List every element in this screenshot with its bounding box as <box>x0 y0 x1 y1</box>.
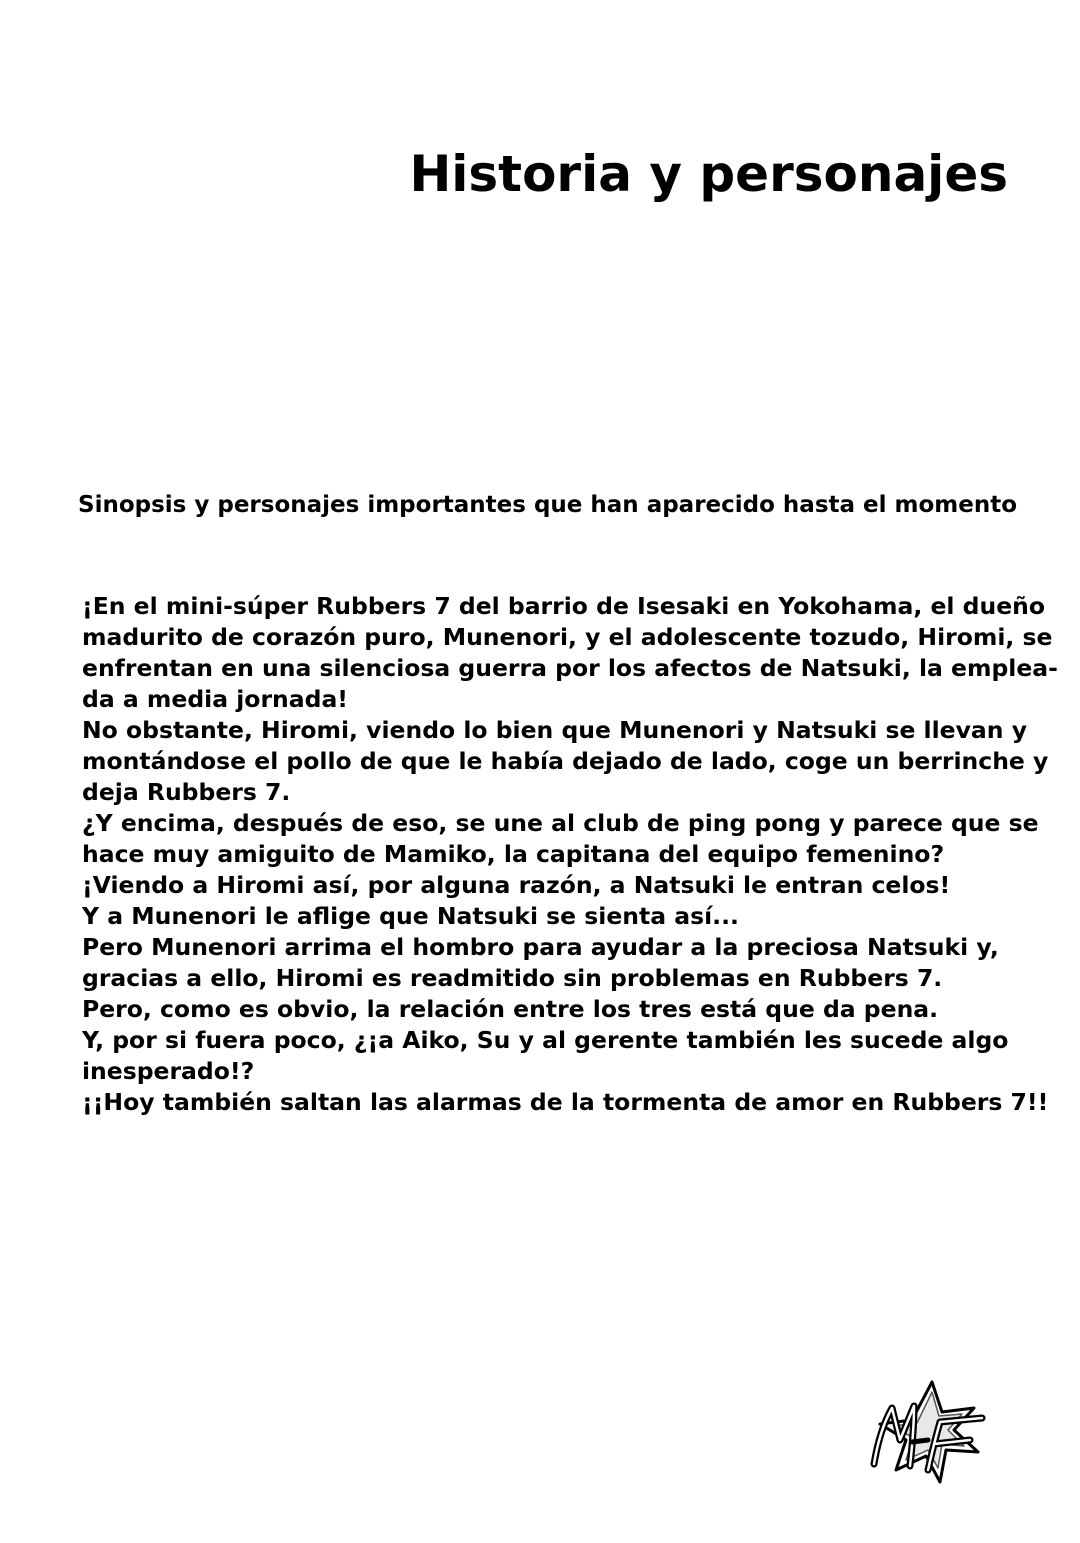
page-subtitle: Sinopsis y personajes importantes que han aparecido hasta el momento <box>78 492 1018 518</box>
synopsis-line: Y a Munenori le aflige que Natsuki se sienta así... <box>82 902 739 930</box>
synopsis-line: ¡En el mini-súper Rubbers 7 del barrio de Isesaki en Yokohama, el dueño <box>82 592 1046 620</box>
synopsis-line: inesperado!? <box>82 1057 255 1085</box>
synopsis-line: enfrentan en una silenciosa guerra por los afectos de Natsuki, la emplea- <box>82 654 1058 682</box>
synopsis-line: da a media jornada! <box>82 685 349 713</box>
synopsis-line: montándose el pollo de que le había dejado de lado, coge un berrinche y <box>82 747 1049 775</box>
synopsis-line: madurito de corazón puro, Munenori, y el adolescente tozudo, Hiromi, se <box>82 623 1053 651</box>
synopsis-line: ¡¡Hoy también saltan las alarmas de la tormenta de amor en Rubbers 7!! <box>82 1088 1049 1116</box>
synopsis-line: Pero, como es obvio, la relación entre los tres está que da pena. <box>82 995 939 1023</box>
synopsis-line: Pero Munenori arrima el hombro para ayudar a la preciosa Natsuki y, <box>82 933 999 961</box>
synopsis-line: deja Rubbers 7. <box>82 778 291 806</box>
synopsis-line: Y, por si fuera poco, ¿¡a Aiko, Su y al gerente también les sucede algo <box>82 1026 1009 1054</box>
page-title: Historia y personajes <box>409 145 1008 203</box>
synopsis-line: gracias a ello, Hiromi es readmitido sin problemas en Rubbers 7. <box>82 964 943 992</box>
synopsis-line: hace muy amiguito de Mamiko, la capitana del equipo femenino? <box>82 840 945 868</box>
synopsis-line: No obstante, Hiromi, viendo lo bien que Munenori y Natsuki se llevan y <box>82 716 1028 744</box>
synopsis-line: ¡Viendo a Hiromi así, por alguna razón, a Natsuki le entran celos! <box>82 871 951 899</box>
synopsis-line: ¿Y encima, después de eso, se une al club de ping pong y parece que se <box>82 809 1039 837</box>
synopsis-text <box>82 591 1058 1118</box>
mf-logo-icon <box>862 1378 1002 1488</box>
